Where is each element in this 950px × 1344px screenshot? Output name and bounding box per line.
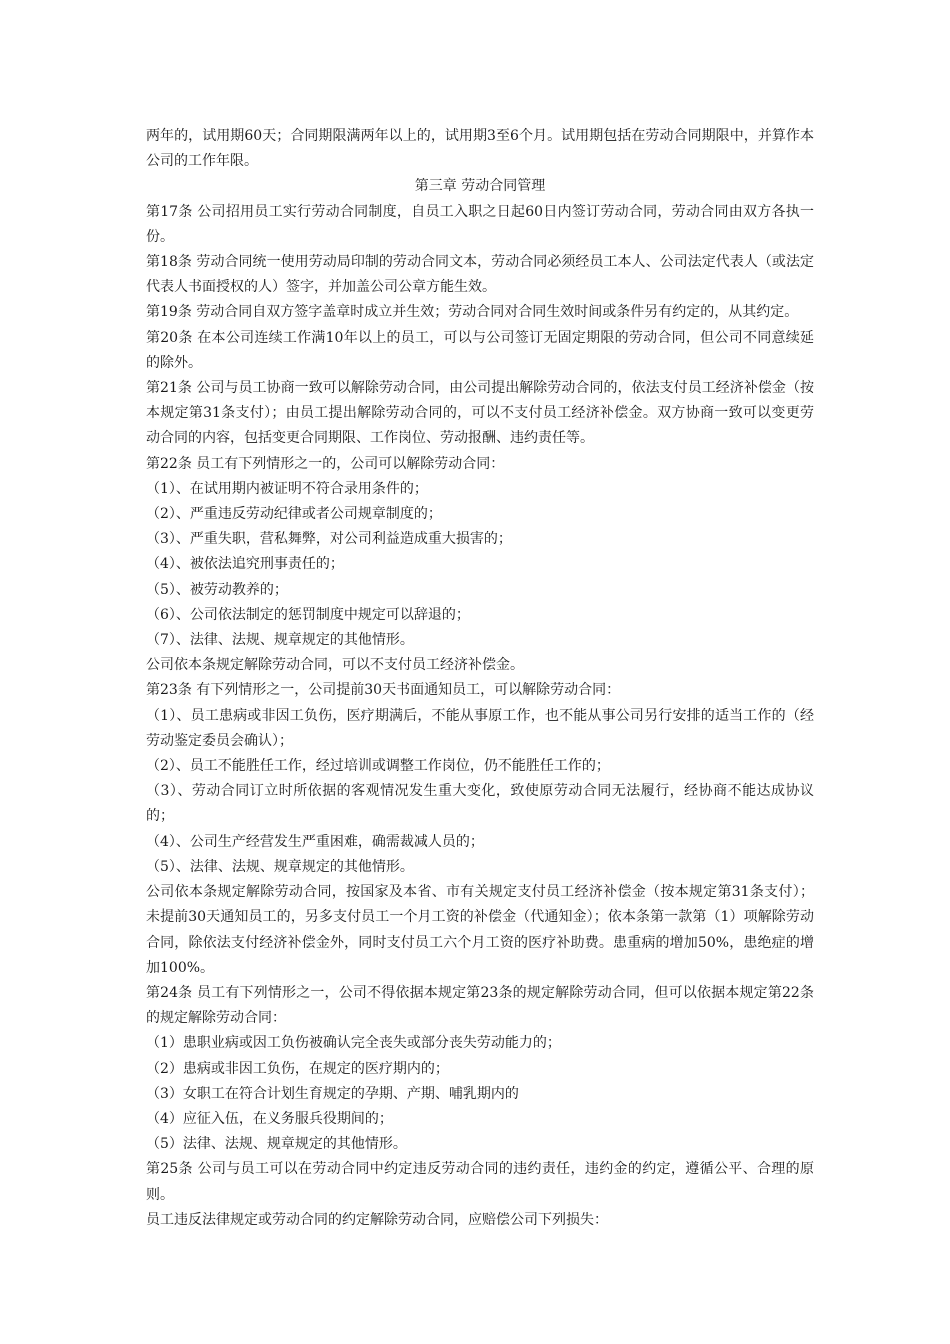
paragraph: （4）应征入伍，在义务服兵役期间的；: [146, 1110, 393, 1127]
paragraph: 第23条 有下列情形之一，公司提前30天书面通知员工，可以解除劳动合同：: [146, 682, 621, 699]
paragraph: 第25条 公司与员工可以在劳动合同中约定违反劳动合同的违约责任，违约金的约定，遵循公平、合理的原则。: [146, 1161, 814, 1203]
paragraph: 公司依本条规定解除劳动合同，按国家及本省、市有关规定支付员工经济补偿金（按本规定第31条支付）；未提前30天通知员工的，另多支付员工一个月工资的补偿金（代通知金）；依本条第一款第（1）项解除劳动合同，除依法支付经济补偿金外，同时支付员工六个月工资的医疗补助费。患重病的增加50%，患绝症的增加100%。: [146, 884, 814, 976]
paragraph: （5）、法律、法规、规章规定的其他情形。: [146, 858, 414, 875]
paragraph: 两年的，试用期60天；合同期限满两年以上的，试用期3至6个月。试用期包括在劳动合同期限中，并算作本公司的工作年限。: [146, 128, 814, 170]
paragraph: 公司依本条规定解除劳动合同，可以不支付员工经济补偿金。: [146, 657, 524, 674]
paragraph: （4）、被依法追究刑事责任的；: [146, 556, 344, 573]
paragraph: （1）、在试用期内被证明不符合录用条件的；: [146, 480, 428, 497]
paragraph: 第20条 在本公司连续工作满10年以上的员工，可以与公司签订无固定期限的劳动合同，但公司不同意续延的除外。: [146, 329, 814, 371]
paragraph: （7）、法律、法规、规章规定的其他情形。: [146, 632, 414, 649]
paragraph: 第19条 劳动合同自双方签字盖章时成立并生效；劳动合同对合同生效时间或条件另有约定的，从其约定。: [146, 304, 799, 321]
paragraph: （2）、严重违反劳动纪律或者公司规章制度的；: [146, 506, 442, 523]
paragraph: （2）患病或非因工负伤，在规定的医疗期内的；: [146, 1060, 449, 1077]
paragraph: （4）、公司生产经营发生严重困难，确需裁减人员的；: [146, 833, 484, 850]
paragraph: （3）、严重失职，营私舞弊，对公司利益造成重大损害的；: [146, 531, 512, 548]
paragraph: （3）、劳动合同订立时所依据的客观情况发生重大变化，致使原劳动合同无法履行，经协商不能达成协议的；: [146, 783, 814, 825]
paragraph: 第24条 员工有下列情形之一，公司不得依据本规定第23条的规定解除劳动合同，但可以依据本规定第22条的规定解除劳动合同：: [146, 984, 814, 1027]
paragraph: 第21条 公司与员工协商一致可以解除劳动合同，由公司提出解除劳动合同的，依法支付员工经济补偿金（按本规定第31条支付）；由员工提出解除劳动合同的，可以不支付员工经济补偿金。双方协商一致可以变更劳动合同的内容，包括变更合同期限、工作岗位、劳动报酬、违约责任等。: [146, 380, 814, 447]
paragraph: （1）患职业病或因工负伤被确认完全丧失或部分丧失劳动能力的；: [146, 1035, 561, 1052]
paragraph: 第18条 劳动合同统一使用劳动局印制的劳动合同文本，劳动合同必须经员工本人、公司法定代表人（或法定代表人书面授权的人）签字，并加盖公司公章方能生效。: [146, 254, 814, 296]
paragraph: （5）、被劳动教养的；: [146, 581, 288, 598]
paragraph: 第22条 员工有下列情形之一的，公司可以解除劳动合同：: [146, 455, 505, 472]
paragraph: （3）女职工在符合计划生育规定的孕期、产期、哺乳期内的: [146, 1085, 519, 1102]
document-body: [146, 124, 814, 1233]
paragraph: （1）、员工患病或非因工负伤，医疗期满后，不能从事原工作，也不能从事公司另行安排的适当工作的（经劳动鉴定委员会确认）；: [146, 707, 814, 749]
chapter-heading: 第三章 劳动合同管理: [414, 178, 546, 195]
paragraph: （2）、员工不能胜任工作，经过培训或调整工作岗位，仍不能胜任工作的；: [146, 758, 610, 775]
paragraph: （5）法律、法规、规章规定的其他情形。: [146, 1136, 407, 1153]
paragraph: 员工违反法律规定或劳动合同的约定解除劳动合同，应赔偿公司下列损失：: [146, 1211, 608, 1228]
paragraph: （6）、公司依法制定的惩罚制度中规定可以辞退的；: [146, 606, 470, 623]
paragraph: 第17条 公司招用员工实行劳动合同制度，自员工入职之日起60日内签订劳动合同，劳动合同由双方各执一份。: [146, 203, 814, 245]
